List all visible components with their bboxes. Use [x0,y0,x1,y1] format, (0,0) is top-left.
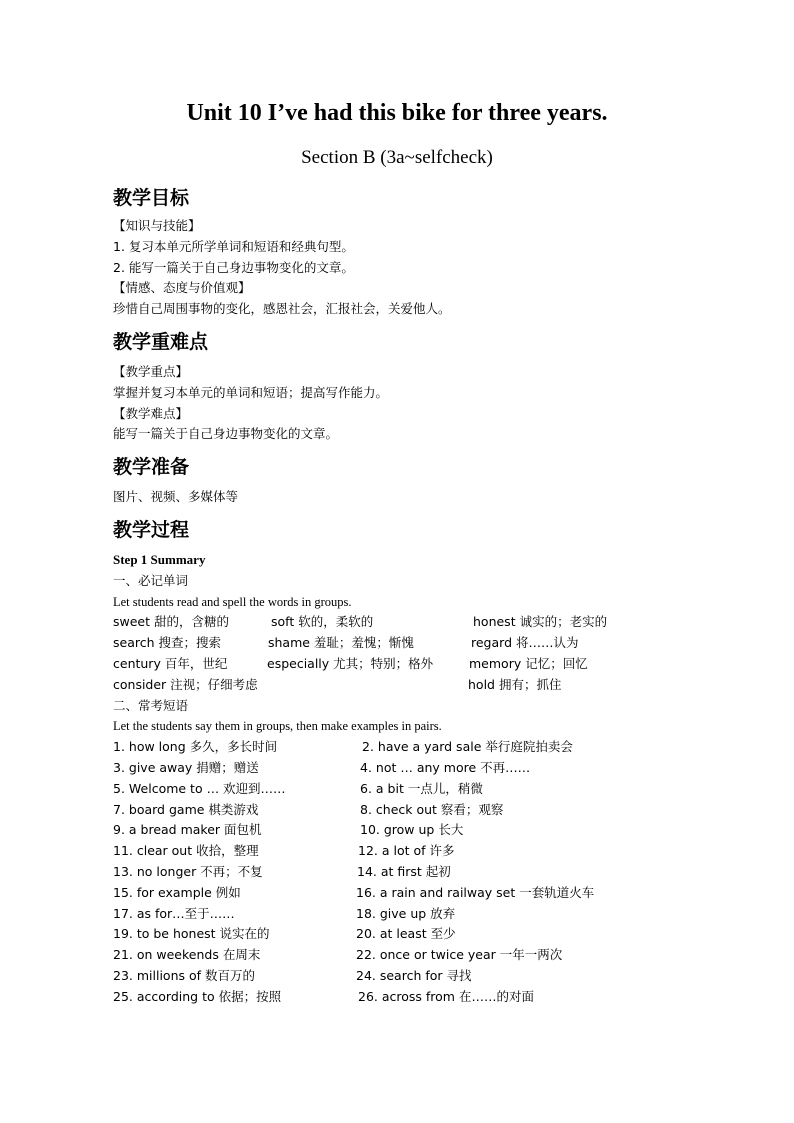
phrase-item: 9. a bread maker 面包机 [113,822,262,838]
word-item: century 百年，世纪 [113,655,228,671]
phrase-item: 5. Welcome to … 欢迎到…… [113,780,286,796]
document-subtitle: Section B (3a~selfcheck) [301,147,493,168]
phrase-row [113,883,673,904]
word-item: search 搜查；搜索 [113,635,221,651]
phrase-item: 7. board game 棋类游戏 [113,801,259,817]
phrase-row [113,987,673,1008]
heading-process: 教学过程 [113,518,190,541]
phrase-item: 21. on weekends 在周末 [113,947,261,963]
phrase-item: 18. give up 放弃 [356,905,456,921]
word-item: especially 尤其；特别；格外 [267,655,434,671]
preparation-text: 图片、视频、多媒体等 [113,489,239,505]
phrase-item: 25. according to 依据；按照 [113,988,282,1004]
phrase-item: 8. check out 察看；观察 [360,801,504,817]
phrase-item: 22. once or twice year 一年一两次 [356,947,563,963]
words-intro: Let students read and spell the words in groups. [113,594,352,609]
phrase-item: 3. give away 捐赠；赠送 [113,759,259,775]
word-item: regard 将……认为 [471,635,579,651]
phrase-item: 20. at least 至少 [356,926,456,942]
phrase-row [113,862,673,883]
emotion-text: 珍惜自己周围事物的变化，感恩社会，汇报社会，关爱他人。 [113,301,451,317]
knowledge-label: 【知识与技能】 [113,218,201,233]
word-row [113,675,673,696]
phrase-item: 2. have a yard sale 举行庭院拍卖会 [362,739,573,755]
heading-preparation: 教学准备 [113,456,190,479]
word-item: sweet 甜的，含糖的 [113,614,229,630]
phrase-item: 4. not … any more 不再…… [360,759,531,775]
word-item: shame 羞耻；羞愧；惭愧 [268,635,414,651]
word-item: honest 诚实的；老实的 [473,614,608,630]
phrase-row [113,820,673,841]
phrase-item: 15. for example 例如 [113,884,241,900]
phrase-item: 16. a rain and railway set 一套轨道火车 [356,884,595,900]
phrase-item: 6. a bit 一点儿，稍微 [360,780,483,796]
phrase-row [113,737,673,758]
phrase-row [113,800,673,821]
phrase-item: 17. as for…至于…… [113,905,235,921]
phrase-item: 23. millions of 数百万的 [113,967,255,983]
phrase-row [113,779,673,800]
word-item: consider 注视；仔细考虑 [113,676,258,692]
phrase-row [113,904,673,925]
phrase-row [113,945,673,966]
phrase-row [113,966,673,987]
knowledge-item-2: 2. 能写一篇关于自己身边事物变化的文章。 [113,259,354,275]
phrase-row [113,841,673,862]
word-item: soft 软的，柔软的 [271,614,374,630]
phrase-row [113,758,673,779]
difficulty-label: 【教学难点】 [113,405,189,421]
word-row [113,612,673,633]
phrase-item: 13. no longer 不再；不复 [113,863,263,879]
phrase-item: 12. a lot of 许多 [358,843,455,859]
phrase-item: 24. search for 寻找 [356,967,472,983]
words-label: 一、必记单词 [113,572,189,588]
phrase-item: 14. at first 起初 [357,863,451,879]
step-title: Step 1 Summary [113,551,206,567]
phrase-item: 19. to be honest 说实在的 [113,926,270,942]
heading-objectives: 教学目标 [113,187,190,209]
phrases-intro: Let the students say them in groups, then make examples in pairs. [113,719,442,734]
knowledge-item-1: 1. 复习本单元所学单词和短语和经典句型。 [113,238,354,254]
document-body [113,186,673,1008]
phrases-label: 二、常考短语 [113,697,189,713]
document-title: Unit 10 I’ve had this bike for three years. [186,100,608,126]
word-item: hold 拥有；抓住 [468,676,562,692]
key-point-label: 【教学重点】 [113,363,189,379]
phrase-row [113,924,673,945]
phrase-item: 11. clear out 收拾，整理 [113,843,259,859]
phrase-item: 1. how long 多久，多长时间 [113,739,278,755]
key-point-text: 掌握并复习本单元的单词和短语；提高写作能力。 [113,384,389,400]
word-item: memory 记忆；回忆 [469,655,588,671]
heading-key-points: 教学重难点 [113,330,209,353]
phrase-item: 26. across from 在……的对面 [358,988,534,1004]
emotion-label: 【情感、态度与价值观】 [113,280,251,296]
word-row [113,633,673,654]
word-row [113,654,673,675]
phrase-item: 10. grow up 长大 [360,822,464,838]
difficulty-text: 能写一篇关于自己身边事物变化的文章。 [113,426,339,442]
